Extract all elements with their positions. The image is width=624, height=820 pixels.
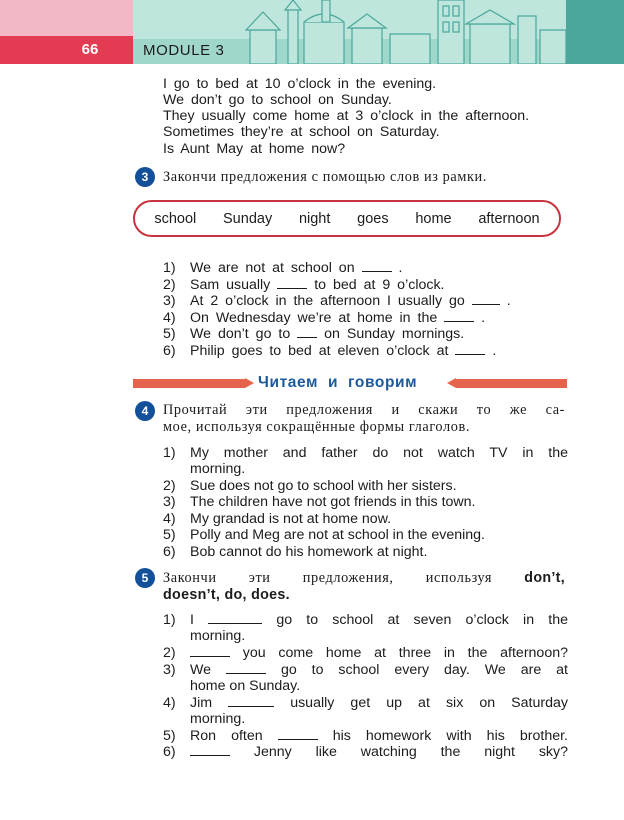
item-number: 2) (163, 645, 176, 661)
exercise-number-badge: 5 (135, 568, 155, 588)
banner-bar-right (456, 379, 567, 388)
item-text: . (492, 343, 497, 359)
exercise-item (190, 645, 568, 661)
exercise-item (190, 326, 464, 342)
item-text: . (506, 293, 511, 309)
item-text: My grandad is not at home now. (190, 511, 392, 527)
answer-blank[interactable] (190, 744, 230, 756)
item-text: Philip goes to bed at eleven o’clock at (190, 343, 449, 359)
item-text: We (190, 662, 212, 678)
item-text: morning. (190, 461, 246, 477)
header-right-panel (566, 0, 624, 64)
item-number: 3) (163, 293, 176, 309)
intro-line: Is Aunt May at home now? (163, 141, 346, 157)
banner-arrow-right (447, 378, 456, 388)
item-number: 4) (163, 695, 176, 711)
exercise-instruction: Закончи предложения с помощью слов из рамки. (163, 169, 487, 185)
word-option: Sunday (223, 210, 273, 227)
item-text: morning. (190, 628, 246, 644)
banner-bar-left (133, 379, 245, 388)
item-number: 4) (163, 511, 176, 527)
answer-blank[interactable] (228, 695, 274, 707)
item-text: morning. (190, 711, 246, 727)
word-option: goes (357, 210, 389, 227)
item-number: 4) (163, 310, 176, 326)
item-text: his homework with his brother. (332, 728, 568, 744)
item-number: 2) (163, 478, 176, 494)
exercise-item (190, 293, 511, 309)
intro-line: We don’t go to school on Sunday. (163, 92, 392, 108)
item-number: 1) (163, 612, 176, 628)
item-number: 1) (163, 260, 176, 276)
answer-blank[interactable] (208, 612, 262, 624)
exercise-instruction-line: мое, используя сокращённые формы глаголов. (163, 419, 470, 435)
exercise-instruction-line: Прочитай эти предложения и скажи то же са- (163, 402, 565, 418)
instruction-keywords: don’t, (524, 570, 565, 586)
answer-blank[interactable] (297, 326, 317, 338)
item-number: 3) (163, 494, 176, 510)
exercise-instruction-line (163, 587, 565, 604)
item-text: Bob cannot do his homework at night. (190, 544, 428, 560)
item-number: 3) (163, 662, 176, 678)
word-option: school (154, 210, 197, 227)
item-text: go to school every day. We are at (280, 662, 568, 678)
answer-blank[interactable] (277, 277, 307, 289)
item-text: home on Sunday. (190, 678, 301, 694)
item-text: you come home at three in the afternoon? (242, 645, 568, 661)
item-text: At 2 o’clock in the afternoon I usually go (190, 293, 465, 309)
item-text: Polly and Meg are not at school in the evening. (190, 527, 485, 543)
item-text: . (481, 310, 486, 326)
item-text: go to school at seven o’clock in the (276, 612, 568, 628)
answer-blank[interactable] (226, 662, 266, 674)
item-text: . (398, 260, 403, 276)
exercise-item (190, 260, 402, 276)
answer-blank[interactable] (444, 310, 474, 322)
banner-arrow-left (245, 378, 254, 388)
item-text: Jenny like watching the night sky? (253, 744, 568, 760)
exercise-item (190, 662, 568, 678)
item-number: 5) (163, 728, 176, 744)
item-text: My mother and father do not watch TV in the (190, 445, 568, 461)
exercise-number-badge: 4 (135, 401, 155, 421)
word-box (133, 200, 561, 237)
intro-line: Sometimes they’re at school on Saturday. (163, 124, 440, 140)
item-number: 6) (163, 744, 176, 760)
section-title: Читаем и говорим (258, 374, 418, 391)
item-text: on Sunday mornings. (324, 326, 465, 342)
item-number: 6) (163, 343, 176, 359)
answer-blank[interactable] (455, 343, 485, 355)
answer-blank[interactable] (278, 728, 318, 740)
exercise-item (190, 310, 485, 326)
item-text: Jim (190, 695, 213, 711)
exercise-item (190, 343, 496, 359)
item-text: Sam usually (190, 277, 271, 293)
module-label: MODULE 3 (143, 42, 225, 59)
exercise-item (190, 728, 568, 744)
instruction-text: Закончи эти предложения, используя (163, 570, 493, 586)
item-number: 5) (163, 527, 176, 543)
word-option: afternoon (478, 210, 540, 227)
city-skyline-illustration (240, 0, 570, 64)
item-number: 6) (163, 544, 176, 560)
exercise-instruction-line (163, 570, 565, 587)
exercise-item (190, 277, 445, 293)
item-text: We don’t go to (190, 326, 291, 342)
item-text: We are not at school on (190, 260, 355, 276)
item-text: On Wednesday we’re at home in the (190, 310, 438, 326)
item-text: The children have not got friends in this town. (190, 494, 476, 510)
page-number: 66 (81, 41, 99, 58)
instruction-keywords: doesn’t, do, does. (163, 587, 290, 603)
word-option: home (415, 210, 452, 227)
item-number: 5) (163, 326, 176, 342)
word-option: night (298, 210, 331, 227)
item-text: I (190, 612, 194, 628)
item-number: 1) (163, 445, 176, 461)
exercise-item (190, 612, 568, 628)
item-text: to bed at 9 o’clock. (314, 277, 445, 293)
exercise-item (190, 744, 568, 760)
answer-blank[interactable] (190, 645, 230, 657)
item-text: Sue does not go to school with her sisters. (190, 478, 457, 494)
page-header (0, 0, 624, 64)
exercise-item (190, 695, 568, 711)
intro-line: They usually come home at 3 o’clock in the afternoon. (163, 108, 530, 124)
answer-blank[interactable] (362, 260, 392, 272)
intro-line: I go to bed at 10 o’clock in the evening. (163, 76, 437, 92)
item-text: usually get up at six on Saturday (290, 695, 568, 711)
item-number: 2) (163, 277, 176, 293)
item-text: Ron often (190, 728, 263, 744)
answer-blank[interactable] (472, 293, 500, 305)
exercise-number-badge: 3 (135, 167, 155, 187)
